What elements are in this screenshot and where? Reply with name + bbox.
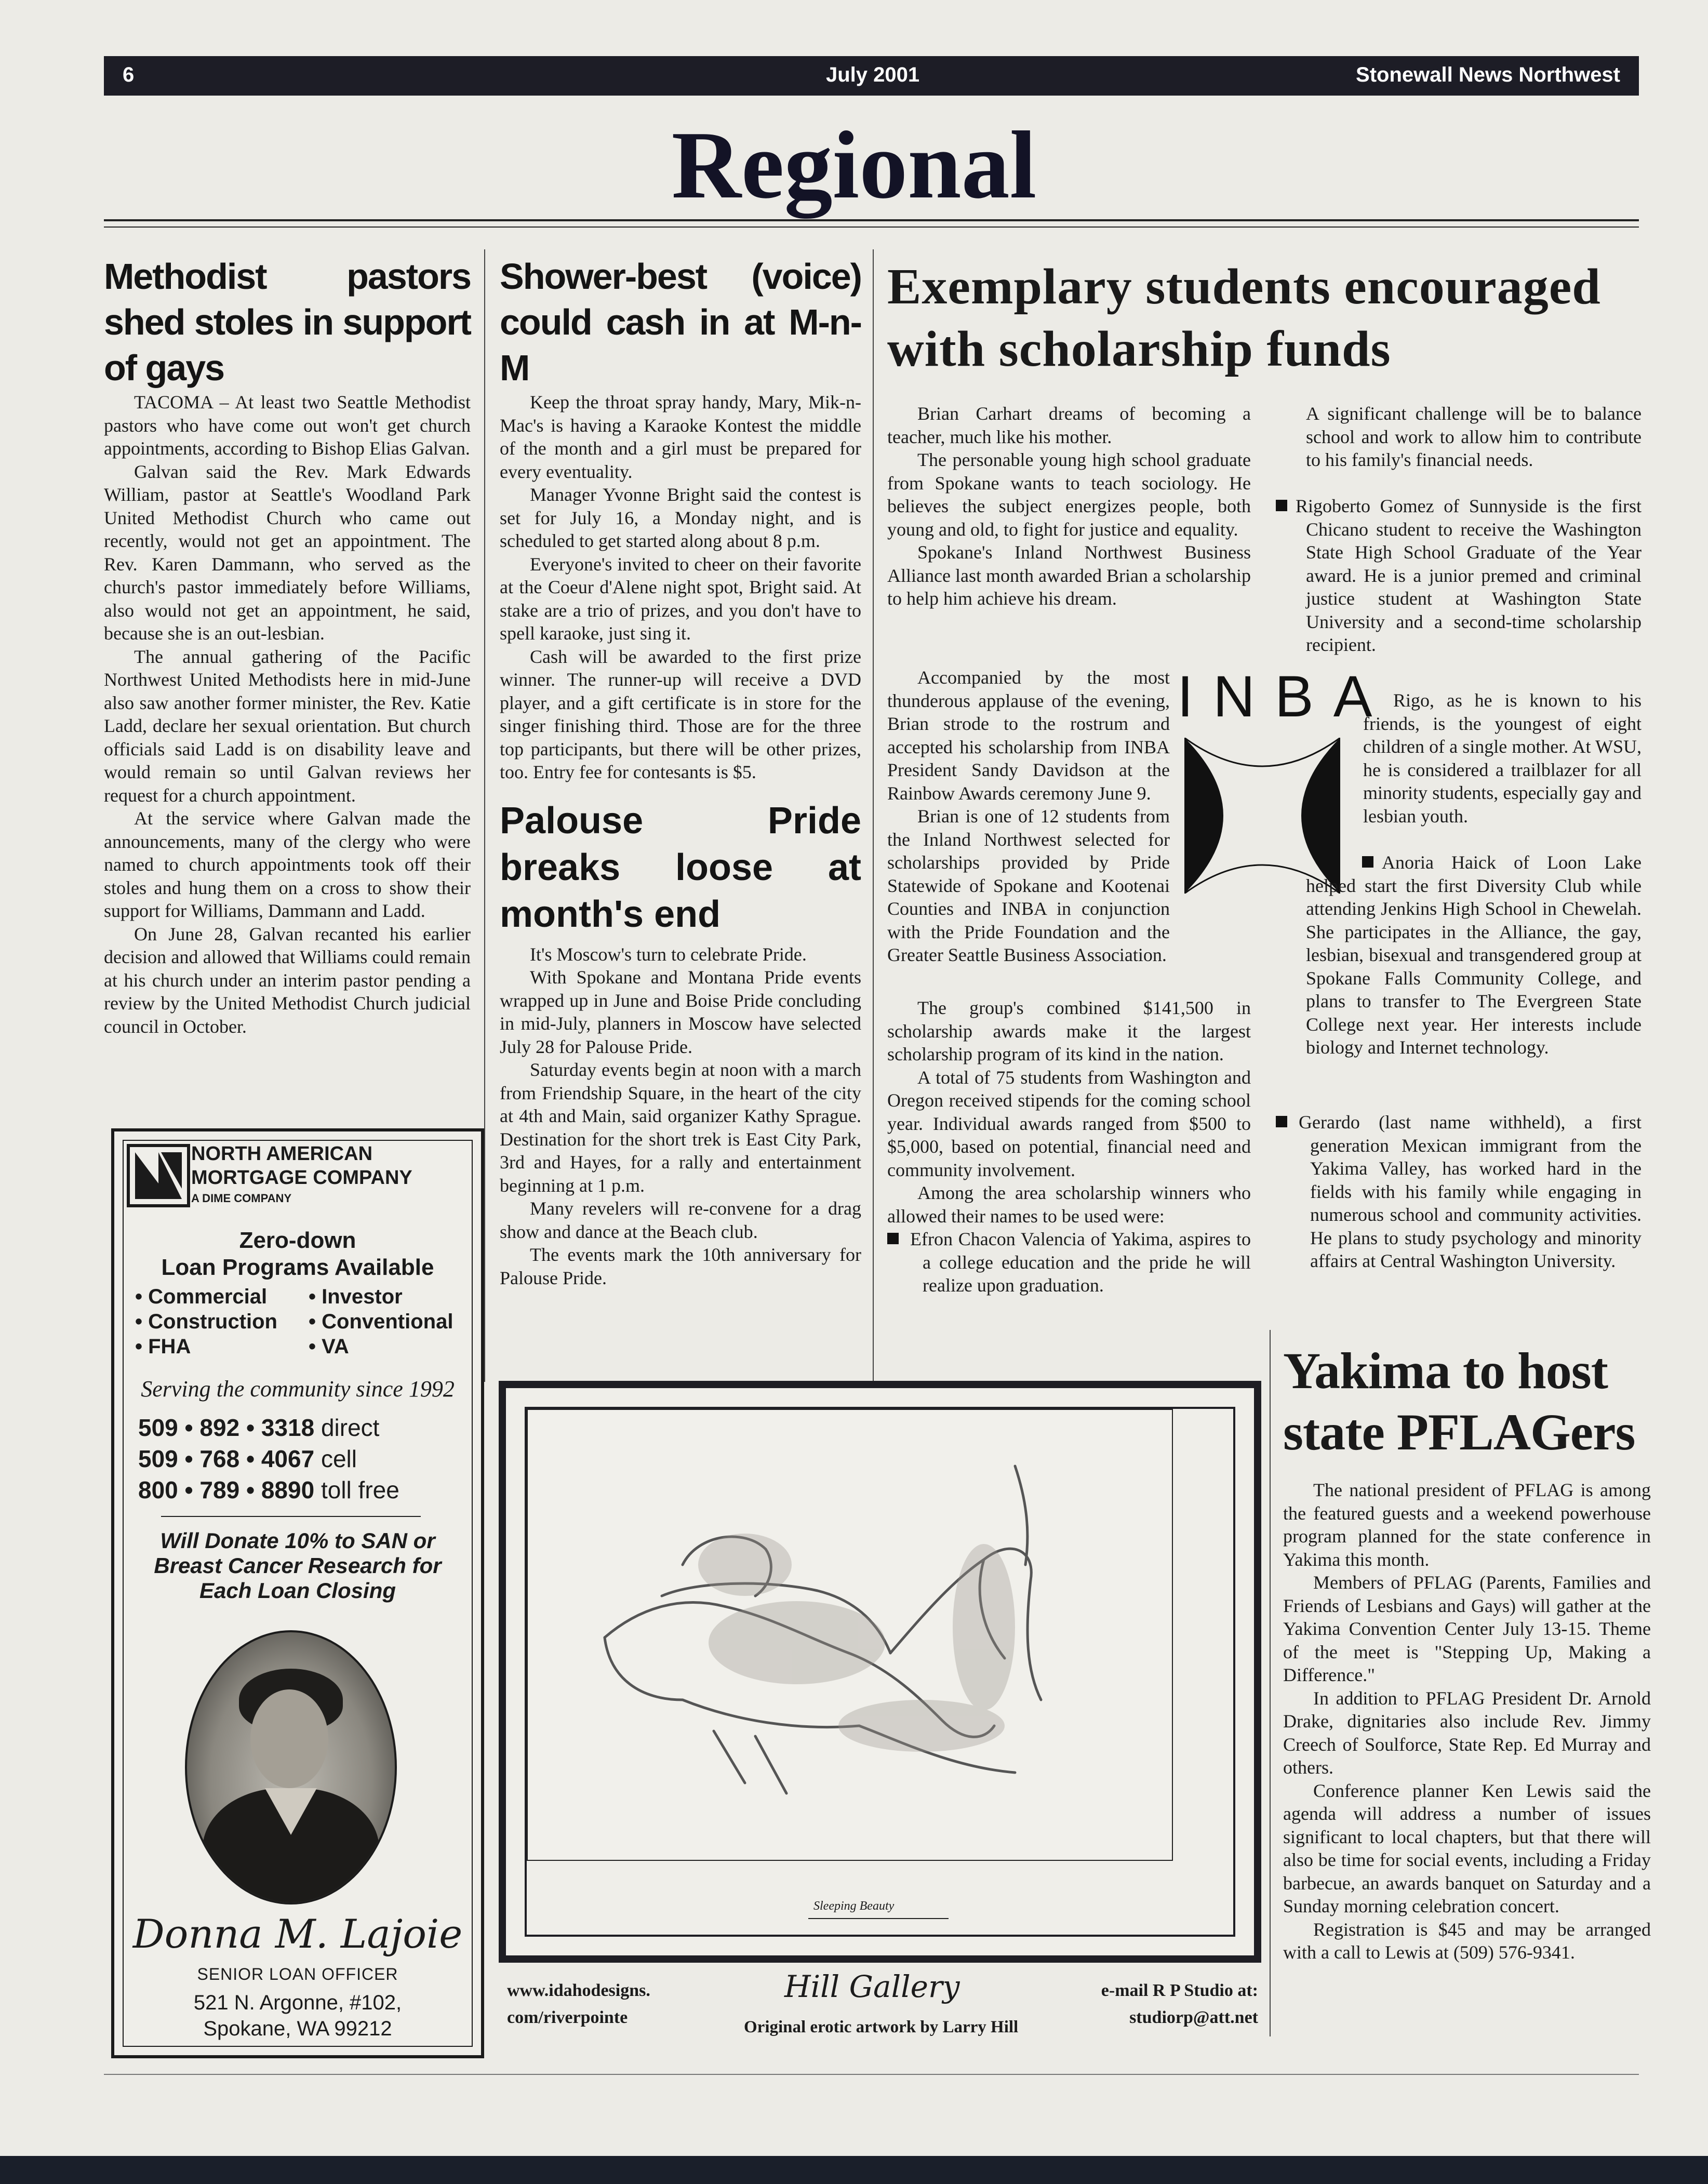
- gallery-artwork-frame: [499, 1381, 1261, 1963]
- programs-right: [309, 1284, 453, 1359]
- ad-divider: [161, 1516, 421, 1517]
- scholarship-column-2-rigo: [1363, 689, 1642, 828]
- scholarship-column-1: [887, 402, 1251, 610]
- phone-label: cell: [321, 1445, 357, 1472]
- article-paragraph: A significant challenge will be to balance school and work to allow him to contribute to his family's financial needs.: [1306, 403, 1642, 470]
- title-rule-top: [104, 219, 1639, 221]
- article-paragraph: Galvan said the Rev. Mark Edwards William, pastor at Seattle's Woodland Park United Methodist Church who came out recently, would not get an appointment. The Rev. Karen Dammann, who served as the church's pastor immediately before Williams, also would not get an appointment, he said, because she is an out-lesbian.: [104, 461, 471, 644]
- article-paragraph: Among the area scholarship winners who allowed their names to be used were:: [887, 1182, 1251, 1227]
- phone-label: toll free: [321, 1476, 399, 1503]
- scholarship-column-2-bullet: [1276, 495, 1642, 657]
- ad-address: [114, 1990, 481, 2042]
- article-paragraph: The group's combined $141,500 in scholarship awards make it the largest scholarship program of its kind in the nation.: [887, 997, 1251, 1064]
- article-paragraph: TACOMA – At least two Seattle Methodist pastors who have come out won't get church appointments, according to Bishop Elias Galvan.: [104, 392, 471, 459]
- column-divider: [873, 249, 874, 1382]
- phone-number: 800 • 789 • 8890: [138, 1476, 315, 1503]
- url-line: com/riverpointe: [507, 2008, 628, 2027]
- article-paragraph: Conference planner Ken Lewis said the agenda will address a number of issues significant to local chapters, but that there will also be time for social events, including a Friday barbecue, an awards banquet on Saturday and a Sunday morning celebration concert.: [1283, 1780, 1651, 1916]
- page-number: 6: [123, 63, 135, 86]
- article-paragraph: Brian Carhart dreams of becoming a teacher, much like his mother.: [887, 403, 1251, 447]
- mortgage-advertisement: [111, 1128, 484, 2058]
- article-paragraph: On June 28, Galvan recanted his earlier decision and allowed that Williams could remain at his church under an interim pastor pending a review by the United Methodist Church judicial council in October.: [104, 923, 471, 1037]
- bullet-item: [1276, 495, 1642, 657]
- article-paragraph: The annual gathering of the Pacific Northwest United Methodists here in mid-June also saw another former minister, the Rev. Katie Ladd, declare her sexual orientation. But church officials said Ladd is on disability leave and would remain so until Galvan reviews her request for a church appointment.: [104, 646, 471, 806]
- bullet-text: Gerardo (last name withheld), a first generation Mexican immigrant from the Yakima Valley, has worked hard in the fields with his family while engaging in numerous school and community activities. He plans to study psychology and minority affairs at Central Washington University.: [1299, 1112, 1642, 1271]
- column-divider: [484, 249, 485, 1382]
- gallery-tagline: Original erotic artwork by Larry Hill: [744, 2018, 1019, 2036]
- title-rule-bottom: [104, 227, 1639, 228]
- running-header: [104, 56, 1639, 96]
- article-paragraph: Rigo, as he is known to his friends, is the youngest of eight children of a single mother. At WSU, he is considered a trailblazer for all minority students, especially gay and lesbian youth.: [1363, 690, 1642, 827]
- karaoke-headline: Shower-best (voice) could cash in at M-n-M: [500, 256, 861, 388]
- program-item: • FHA: [135, 1335, 191, 1358]
- program-item: • Conventional: [309, 1310, 453, 1333]
- article-paragraph: Brian is one of 12 students from the Inland Northwest selected for scholarships provided by Pride Statewide of Spokane and Kootenai Counties and INBA in conjunction with the Pride Foundation and the Greater Seattle Business Association.: [887, 806, 1170, 965]
- methodist-article: [104, 254, 471, 1038]
- article-paragraph: It's Moscow's turn to celebrate Pride.: [530, 943, 807, 965]
- palouse-headline: Palouse Pride breaks loose at month's end: [500, 800, 861, 935]
- phone-label: direct: [321, 1414, 380, 1441]
- phone-line: [138, 1443, 399, 1474]
- scan-bottom-edge: [0, 2156, 1708, 2184]
- bullet-square-icon: [1276, 500, 1287, 511]
- article-paragraph: Registration is $45 and may be arranged with a call to Lewis at (509) 576-9341.: [1283, 1919, 1651, 1963]
- gallery-url: [507, 1977, 650, 2031]
- bullet-square-icon: [1362, 856, 1373, 868]
- program-item: • VA: [309, 1335, 349, 1358]
- article-paragraph: Manager Yvonne Bright said the contest is set for July 16, a Monday night, and is scheduled to get started along about 8 p.m.: [500, 484, 861, 551]
- phone-number: 509 • 892 • 3318: [138, 1414, 315, 1441]
- bullet-text: Efron Chacon Valencia of Yakima, aspires to a college education and the pride he will realize upon graduation.: [910, 1229, 1251, 1296]
- loan-officer-photo: [185, 1630, 397, 1905]
- bullet-text: Rigoberto Gomez of Sunnyside is the first Chicano student to receive the Washington State High School Graduate of the Year award. He is a junior premed and criminal justice student at Washington State University and a second-time scholarship recipient.: [1296, 496, 1642, 655]
- article-paragraph: Accompanied by the most thunderous applause of the evening, Brian strode to the rostrum and accepted his scholarship from INBA President Sandy Davidson at the Rainbow Awards ceremony June 9.: [887, 667, 1170, 804]
- scholarship-column-2: [1276, 402, 1642, 472]
- bullet-item: [1276, 1111, 1642, 1273]
- program-item: • Investor: [309, 1285, 403, 1308]
- article-paragraph: Saturday events begin at noon with a march from Friendship Square, in the heart of the city at 4th and Main, said organizer Kathy Sprague. Destination for the short trek is East City Park, 3rd and Hayes, for a rally and entertainment beginning at 1 p.m.: [500, 1059, 861, 1196]
- inba-logo-text: INBA: [1177, 664, 1392, 729]
- article-paragraph: At the service where Galvan made the announcements, many of the clergy who were named to church appointments took off their stoles and hung them on a cross to show their support for Williams, Dammann and Ladd.: [104, 808, 471, 921]
- karaoke-article: [500, 254, 861, 1289]
- url-line: www.idahodesigns.: [507, 1981, 650, 2000]
- scholarship-column-2-anoria: [1306, 851, 1642, 1059]
- publication-name: Stonewall News Northwest: [1356, 63, 1620, 86]
- email-line: e-mail R P Studio at:: [1101, 1981, 1258, 2000]
- section-title: Regional: [671, 112, 1037, 219]
- caption-underline: [808, 1918, 949, 1919]
- column-divider: [1270, 1330, 1271, 2036]
- program-item: • Commercial: [135, 1285, 268, 1308]
- article-paragraph: Spokane's Inland Northwest Business Alliance last month awarded Brian a scholarship to help him achieve his dream.: [887, 542, 1251, 609]
- bottom-rule: [104, 2074, 1639, 2075]
- bullet-square-icon: [887, 1233, 899, 1244]
- pflag-article: [1283, 1340, 1651, 1964]
- company-subtitle: A DIME COMPANY: [191, 1192, 292, 1205]
- sleeping-beauty-drawing: [527, 1409, 1173, 1861]
- address-line: 521 N. Argonne, #102,: [193, 1991, 402, 2014]
- address-line: Spokane, WA 99212: [203, 2017, 392, 2040]
- issue-date: July 2001: [826, 63, 920, 86]
- article-paragraph: In addition to PFLAG President Dr. Arnold Drake, dignitaries also include Rev. Jimmy Creech of Soulforce, State Rep. Ed Murray and others.: [1283, 1687, 1651, 1778]
- article-paragraph: With Spokane and Montana Pride events wrapped up in June and Boise Pride concluding in mid-July, planners in Moscow have selected July 28 for Palouse Pride.: [500, 967, 861, 1057]
- bullet-item: [1306, 851, 1642, 1059]
- company-name-line: NORTH AMERICAN: [191, 1143, 373, 1165]
- phone-line: [138, 1412, 399, 1443]
- bullet-text: Anoria Haick of Loon Lake helped start the first Diversity Club while attending Jenkins High School in Chewelah. She participates in the Alliance, the gay, lesbian, bisexual and transgendered group at Spokane Falls Community College, and plans to transfer to The Evergreen State College next year. Her interests include biology and Internet technology.: [1306, 852, 1642, 1058]
- company-name-line: MORTGAGE COMPANY: [191, 1167, 412, 1189]
- article-paragraph: Everyone's invited to cheer on their favorite at the Coeur d'Alene night spot, Bright said. At stake are a trio of prizes, and you don't have to spell karaoke, just sing it.: [500, 553, 861, 644]
- scholarship-column-1-wrap: [887, 666, 1170, 967]
- article-paragraph: Members of PFLAG (Parents, Families and Friends of Lesbians and Gays) will gather at the Yakima Convention Center July 13-15. Theme of the meet is "Stepping Up, Making a Difference.": [1283, 1572, 1651, 1685]
- ad-headline-line: Loan Programs Available: [161, 1255, 434, 1280]
- article-paragraph: A total of 75 students from Washington and Oregon received stipends for the coming school year. Individual awards ranged from $500 to $5,000, based on potential, financial need and community involvement.: [887, 1067, 1251, 1180]
- program-item: • Construction: [135, 1310, 277, 1333]
- gallery-email: [1076, 1977, 1258, 2031]
- bullet-item: [887, 1228, 1251, 1297]
- article-paragraph: The national president of PFLAG is among the featured guests and a weekend powerhouse program planned for the state conference in Yakima this month.: [1283, 1480, 1651, 1570]
- artwork-caption: Sleeping Beauty: [813, 1899, 895, 1913]
- loan-officer-name: Donna M. Lajoie: [132, 1911, 463, 1957]
- mortgage-logo-icon: [127, 1144, 190, 1207]
- ad-headline: [114, 1227, 481, 1281]
- gallery-name: Hill Gallery: [784, 1969, 960, 2004]
- scholarship-headline: Exemplary students encouraged with scholarship funds: [887, 259, 1601, 377]
- donate-text: Will Donate 10% to SAN or Breast Cancer Research for Each Loan Closing: [154, 1528, 442, 1603]
- programs-left: [135, 1284, 277, 1359]
- phone-number: 509 • 768 • 4067: [138, 1445, 315, 1472]
- article-paragraph: The events mark the 10th anniversary for Palouse Pride.: [500, 1244, 861, 1288]
- loan-officer-title: SENIOR LOAN OFFICER: [197, 1965, 398, 1983]
- article-paragraph: Many revelers will re-convene for a drag show and dance at the Beach club.: [500, 1198, 861, 1242]
- scholarship-column-2-gerardo: [1276, 1111, 1642, 1273]
- article-paragraph: Cash will be awarded to the first prize winner. The runner-up will receive a DVD player, and a gift certificate is in store for the singer finishing third. Those are for the three top participants, but there will be other prizes, too. Entry fee for contesants is $5.: [500, 646, 861, 782]
- serving-since: Serving the community since 1992: [141, 1376, 455, 1402]
- article-paragraph: Keep the throat spray handy, Mary, Mik-n-Mac's is having a Karaoke Kontest the middle of the month and a girl must be prepared for every eventuality.: [500, 392, 861, 482]
- phone-line: [138, 1474, 399, 1506]
- ad-headline-line: Zero-down: [239, 1228, 356, 1253]
- phone-list: [138, 1412, 399, 1506]
- methodist-headline: Methodist pastors shed stoles in support of gays: [104, 256, 471, 388]
- pflag-headline: Yakima to host state PFLAGers: [1283, 1342, 1635, 1461]
- article-paragraph: The personable young high school graduate from Spokane wants to teach sociology. He believes the subject energizes people, both young and old, to fight for justice and equality.: [887, 449, 1251, 540]
- email-line: studiorp@att.net: [1129, 2008, 1258, 2027]
- mortgage-company-name: [191, 1142, 412, 1190]
- bullet-square-icon: [1276, 1116, 1287, 1127]
- scholarship-column-1-after: [887, 996, 1251, 1297]
